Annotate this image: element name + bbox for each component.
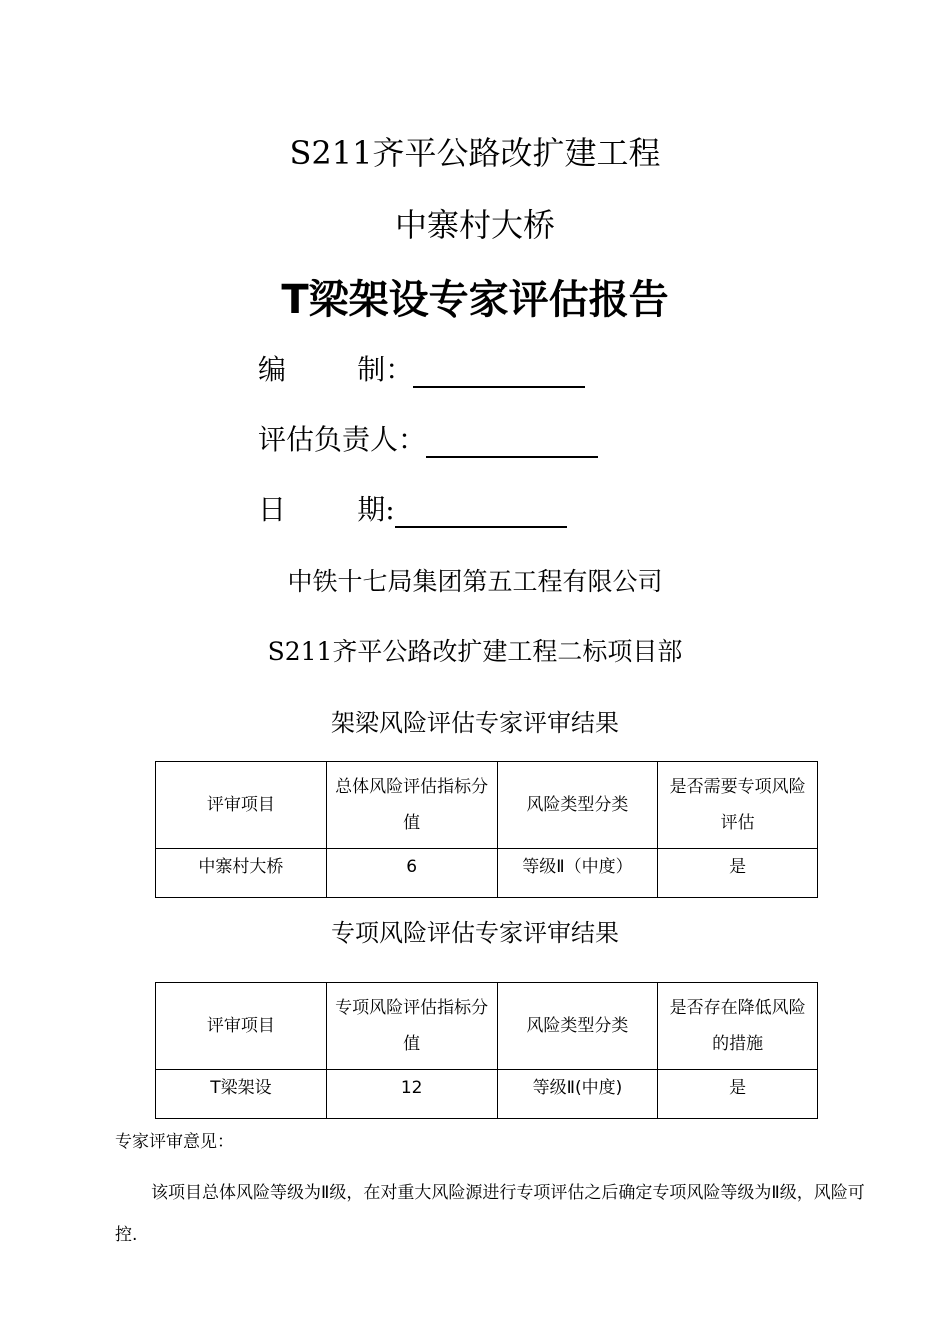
header-cell: 风险类型分类 [497,983,658,1070]
table-cell: 等级Ⅱ(中度) [497,1070,658,1119]
opinion-title: 专家评审意见： [115,1132,234,1152]
opinion-text: 该项目总体风险等级为Ⅱ级，在对重大风险源进行专项评估之后确定专项风险等级为Ⅱ级，风险可控. [115,1183,865,1245]
table-cell: 6 [326,849,497,898]
table-cell: 等级Ⅱ（中度） [497,849,658,898]
field-compiler-label: 编 制： [258,353,414,386]
header-cell: 评审项目 [156,762,327,849]
company-name: 中铁十七局集团第五工程有限公司 [287,567,663,596]
table-cell: 中寨村大桥 [156,849,327,898]
table-row [156,1070,818,1119]
project-title: S211齐平公路改扩建工程 [289,134,661,172]
table-cell: 是 [658,1070,818,1119]
bridge-title: 中寨村大桥 [394,206,555,244]
header-cell: 风险类型分类 [497,762,658,849]
report-title: T梁架设专家评估报告 [281,277,669,323]
table-header-row [156,983,818,1070]
field-date-blank[interactable] [395,498,567,528]
table-cell: T梁架设 [156,1070,327,1119]
field-responsible-blank[interactable] [426,428,598,458]
field-responsible-label: 评估负责人： [258,423,427,456]
table1-title: 架梁风险评估专家评审结果 [331,709,619,737]
field-compiler [258,348,585,388]
header-cell: 评审项目 [156,983,327,1070]
field-date [258,488,567,528]
header-cell: 是否存在降低风险的措施 [658,983,818,1070]
table-cell: 12 [326,1070,497,1119]
department-name: S211齐平公路改扩建工程二标项目部 [267,637,683,666]
header-cell: 专项风险评估指标分值 [326,983,497,1070]
header-cell: 总体风险评估指标分值 [326,762,497,849]
review-table-overall [155,761,818,898]
field-responsible [258,418,598,458]
review-table-special [155,982,818,1119]
table-header-row [156,762,818,849]
header-cell: 是否需要专项风险评估 [658,762,818,849]
table2-title: 专项风险评估专家评审结果 [331,919,619,947]
table-cell: 是 [658,849,818,898]
field-compiler-blank[interactable] [413,358,585,388]
table-row [156,849,818,898]
field-date-label: 日 期: [258,493,395,526]
